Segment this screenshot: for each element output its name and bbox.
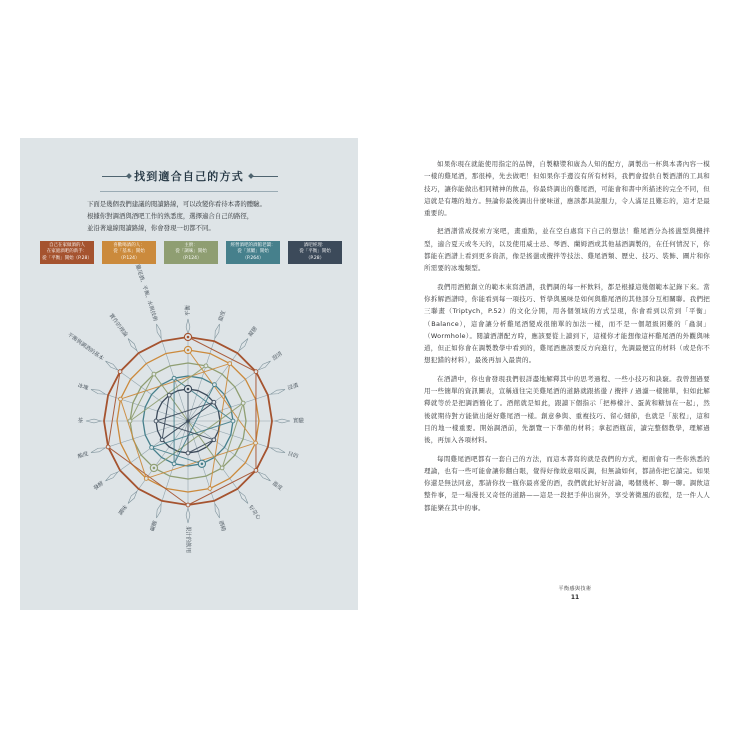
route-box-line: 從「平衡」開始 [299,249,331,255]
route-box-line: 在家庭酒吧的新手： [46,249,88,255]
body-text [424,158,710,520]
spoke-tip-icon [105,472,117,481]
route-node [172,376,176,380]
route-box-line: 酒吧經理： [303,243,327,248]
chapter-label: 酒精 [217,520,227,533]
route-node [144,477,148,481]
route-node [204,364,208,368]
chapter-label: 碳酸 [149,520,159,533]
route-box-line: 主廚： [184,243,198,248]
chapter-label: 平衡 [185,305,192,316]
route-box-line: （P.264） [242,255,264,261]
intro-line: 根據你對調酒與酒吧工作的熟悉度，選擇適合自己的路徑， [87,212,254,220]
route-box-line: 經營酒吧的酒館老闆： [230,243,276,248]
route-node [241,401,245,405]
intro-line: 下面是幾個我們建議的閱讀路線，可以改變你看待本書的體驗。 [87,200,266,208]
page-title: 找到適合自己的方式 [134,170,244,183]
route-node [167,393,171,397]
route-node [228,362,232,366]
chapter-label: 平衡與調酒的基本 [66,331,105,363]
chapter-label: 茶 [77,418,83,425]
route-box-line: （P.124） [118,255,140,261]
title-rule [100,191,278,192]
spoke-tip-icon [239,338,248,350]
route-box-line: 自己在家做酒的人 [49,243,85,248]
spoke-tip-icon [215,504,220,518]
route-box-line: （P.28） [305,255,325,261]
chapter-label: 凝膠 [247,325,259,339]
route-node [106,445,110,449]
wheel-center [186,419,190,423]
chapter-label: 雞尾酒、平衡、水與技術 [133,263,158,323]
route-start-dot [187,388,190,391]
route-node [212,400,216,404]
spoke-tip-icon [86,419,101,423]
route-node [150,446,154,450]
intro-line: 並沿著連線閱讀路線，你會發現一切都不同。 [87,224,215,232]
route-box-line: 喜歡喝酒的人： [113,243,145,248]
spoke-tip-icon [258,361,270,370]
running-title: 平衡感與技術 [558,586,592,592]
spoke-tip-icon [271,448,285,453]
page-footer [530,585,620,602]
spoke-tip-icon [275,419,290,423]
paragraph: 如果你現在就能使用指定的品牌，自製糖漿和廣為人知的配方，調製出一杯與本書內容一模一樣的雞尾酒，那很棒，先去做吧！但如果你手邊沒有所有材料，我們會提供自製酒譜的工具和技巧，讓你能做出相同精神的飲品，你最終調出的雞尾酒，可能會和書中所描述的完全不同，但這就是有趣的地方。無論你最後調出什麼味道，應該都具說服力，令人滿足且難忘的，這才是最重要的。 [424,160,710,218]
title-ornament-left [102,176,128,177]
spoke-tip-icon [91,448,105,453]
route-node [186,503,190,507]
route-box-line: 從「蒸餾」開始 [237,249,269,255]
route-start-dot [187,336,190,339]
spoke-tip-icon [156,324,161,338]
route-node [118,370,122,374]
spoke-tip-icon [271,389,285,394]
spoke-tip-icon [215,324,220,338]
spoke-tip-icon [105,361,117,370]
chapter-label: 實驗 [293,418,304,425]
route-node [254,370,258,374]
chapter-label: 發酵 [92,480,106,492]
route-start-dot [201,462,204,465]
spoke-tip-icon [156,504,161,518]
spoke-tip-icon [258,472,270,481]
reading-route-wheel-diagram [20,255,358,610]
route-node [213,383,217,387]
chapter-label: 果汁的飲用 [184,526,191,553]
route-node [231,419,235,423]
paragraph: 在酒譜中，你也會發現我們很詳盡地解釋其中的思考過程、一些小技巧和訣竅。我曾想過要用一些簡單的資訊圖表，宣稱通往完美雞尾酒的道路就跟搖盪 / 攪拌 / 過濾一樣簡單，但如此解釋就等於是把調酒簡化了。酒館就是如此，跟讀下個指示「把檸檬汁、蛋黃和糖加在一起」，然後就期待對方能做出絕好雞尾酒一樣。創意參與、重複技巧、留心細節，也就是「旅程」，這和目的地一樣重要。開始調酒前，先瀏覽一下準備的材料；拿起酒瓶前，讀完整個教學，理解過後，再加入各項材料。 [424,374,710,445]
route-box-line: 從「平衡」開始（P.28） [42,255,92,261]
intro-text [87,198,317,234]
route-node [254,441,258,445]
route-node [152,372,156,376]
route-box-line: 從「調味」開始 [175,249,207,255]
route-node [220,466,224,470]
route-node [208,487,212,491]
spoke-tip-icon [128,338,137,350]
route-box-line: 從「基本」開始 [113,249,145,255]
route-node [160,438,164,442]
paragraph: 每間雞尾酒吧都有一套自己的方法，而這本書寫的就是我們的方式，裡面會有一些你熟悉的理論，也有一些可能會讓你翻白眼，覺得好像故意唱反調，但無論如何，都請你把它讀完。如果你還是無法同意，那請你找一瓶你最喜愛的酒，我們就此好好討論，喝個幾杯、聊一聊。調飲這整件事，是一場漫長又奇怪的道路——這是一段把手伸出窗外，享受著微風的旅程，是一件人人都能樂在其中的事。 [424,454,710,512]
spoke-tip-icon [239,491,248,503]
paragraph: 我們用酒館創立的範本來寫酒譜，我們調的每一杯飲料，都是根據這幾個範本記錄下來。當你拆解酒譜時，你能看到每一項技巧、哲學與風味是如何與雞尾酒的其他部分互相關聯。我們把三聯畫（Triptych，P.52）的文化分開，用各個領域的方式呈現，你會看到以常到「平衡」（Balance），這會讓分析雞尾酒變成很簡單的加法一樣，而不是一個超級困難的「蟲洞」（Wormhole）。閱讀酒譜配方時，應該要從上讀到下，這樣你才能想像這杯雞尾酒的外觀與味道，但正如你會在調製教學中看到的，雞尾酒應該要反方向進行，先調最便宜的材料（或是你不想犯錯的材料），最後再加入最貴的。 [424,282,710,365]
spoke-tip-icon [91,389,105,394]
route-box-line: （P.124） [180,255,202,261]
spoke-tip-icon [128,491,137,503]
page-number: 11 [570,594,580,601]
chapter-label: 甜度 [218,310,228,323]
chapter-label: 調味 [117,504,130,517]
spoke-tip-icon [186,508,190,523]
chapter-label: 浸漬 [287,382,300,392]
chapter-label: 好奇心 [246,504,262,522]
route-node [154,419,158,423]
chapter-label: 酸度 [77,451,90,461]
chapter-label: 冰塊 [76,382,89,392]
route-node [254,468,258,472]
route-node [212,438,216,442]
chapter-label: 實作的理論 [107,312,129,339]
reading-routes-panel [20,138,358,610]
spoke-tip-icon [186,319,190,334]
chapter-label: 目的 [286,451,299,461]
chapter-label: 溫度 [270,480,284,492]
chapter-label: 澄清 [271,350,284,363]
title-ornament-right [252,176,278,177]
route-node [119,397,123,401]
route-node [172,462,176,466]
route-node [186,451,190,455]
route-start-dot [153,467,156,470]
route-start-dot [187,349,190,352]
paragraph: 把酒譜當成探索方案吧，畫重點，並在空白處寫下自己的想法！雞尾酒分為搖盪型與攪拌型，適合夏天或冬天的，以及使用威士忌、琴酒、蘭姆酒或其他基酒調製的，在任何情況下，你都能在酒譜上看到更多資訊，像是搖盪或攪拌等技法、雞尾酒類、歷史、技巧、裝飾、圖片和你所需要的冰塊類型。 [424,227,710,273]
route-node [128,419,132,423]
